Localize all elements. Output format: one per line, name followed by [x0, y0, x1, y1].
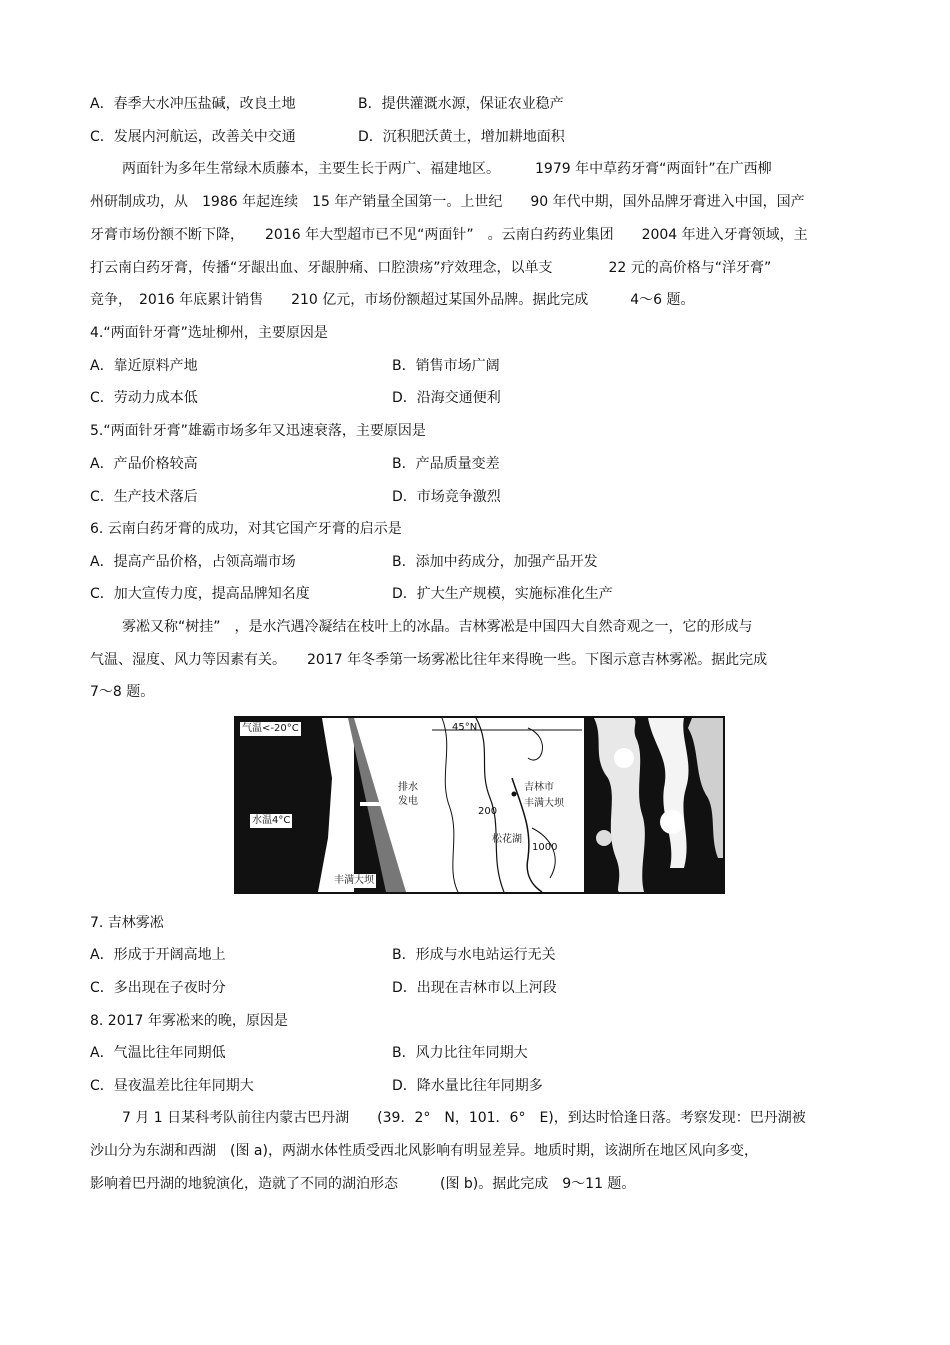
rime-photo: [584, 718, 723, 892]
dam-diagram-panel: [236, 718, 430, 892]
q4-option-a: A．靠近原料产地: [90, 358, 198, 374]
q6-option-a: A．提高产品价格，占领高端市场: [90, 554, 296, 570]
passage-2-line-1: 雾凇又称“树挂” ，是水汽遇冷凝结在枝叶上的冰晶。吉林雾凇是中国四大自然奇观之一，它的形成与: [122, 619, 753, 635]
question-4: 4.“两面针牙膏”选址柳州，主要原因是: [90, 325, 328, 341]
q5-option-b: B．产品质量变差: [392, 456, 500, 472]
air-temp-label: 气温<-20°C: [242, 723, 299, 734]
question-7: 7. 吉林雾凇: [90, 915, 164, 931]
q7-option-b: B．形成与水电站运行无关: [392, 947, 556, 963]
q3-option-c: C．发展内河航运，改善关中交通: [90, 129, 296, 145]
q8-option-a: A．气温比往年同期低: [90, 1045, 226, 1061]
passage-1-line-4: 打云南白药牙膏，传播“牙龈出血、牙龈肿痛、口腔溃疡”疗效理念，以单支 22 元的高价格与“洋牙膏”: [90, 260, 772, 276]
q3-option-b: B．提供灌溉水源，保证农业稳产: [358, 96, 564, 112]
question-5: 5.“两面针牙膏”雄霸市场多年又迅速衰落，主要原因是: [90, 423, 426, 439]
rime-figure: [234, 716, 725, 894]
map-panel: [432, 718, 582, 892]
q3-option-d: D．沉积肥沃黄土，增加耕地面积: [358, 129, 565, 145]
passage-1-line-1: 两面针为多年生常绿木质藤本，主要生长于两广、福建地区。 1979 年中草药牙膏“两面针”在广西柳: [122, 161, 772, 177]
passage-3-line-1: 7 月 1 日某科考队前往内蒙古巴丹湖 (39．2° N，101．6° E)，到达时恰逢日落。考察发现：巴丹湖被: [122, 1110, 806, 1126]
drain-label: 排水: [398, 782, 418, 793]
q6-option-c: C．加大宣传力度，提高品牌知名度: [90, 586, 310, 602]
q8-option-c: C．昼夜温差比往年同期大: [90, 1078, 254, 1094]
city-label: 吉林市: [524, 782, 554, 793]
lake-label: 松花湖: [492, 834, 522, 845]
dam-map-label: 丰满大坝: [524, 798, 564, 809]
q5-option-d: D．市场竞争激烈: [392, 489, 501, 505]
q7-option-c: C．多出现在子夜时分: [90, 980, 226, 996]
dam-label: 丰满大坝: [334, 875, 374, 886]
passage-3-line-2: 沙山分为东湖和西湖 (图 a)，两湖水体性质受西北风影响有明显差异。地质时期，该湖所在地区风向多变，: [90, 1143, 758, 1159]
passage-3-line-3: 影响着巴丹湖的地貌演化，造就了不同的湖泊形态 (图 b)。据此完成 9～11 题。: [90, 1176, 636, 1192]
passage-1-line-5: 竞争， 2016 年底累计销售 210 亿元，市场份额超过某国外品牌。据此完成 4～6 题。: [90, 292, 695, 308]
q3-option-a: A．春季大水冲压盐碱，改良土地: [90, 96, 296, 112]
q8-option-d: D．降水量比往年同期多: [392, 1078, 543, 1094]
q6-option-d: D．扩大生产规模，实施标准化生产: [392, 586, 613, 602]
question-6: 6. 云南白药牙膏的成功，对其它国产牙膏的启示是: [90, 521, 402, 537]
latitude-label: 45°N: [452, 722, 478, 733]
q5-option-a: A．产品价格较高: [90, 456, 198, 472]
contour-200-label: 200: [478, 806, 498, 817]
contour-1000-label: 1000: [532, 842, 558, 853]
passage-1-line-3: 牙膏市场份额不断下降， 2016 年大型超市已不见“两面针” 。云南白药药业集团 2004 年进入牙膏领域，主: [90, 227, 808, 243]
water-temp-label: 水温4°C: [252, 815, 291, 826]
passage-2-line-3: 7～8 题。: [90, 684, 155, 700]
q4-option-d: D．沿海交通便利: [392, 390, 501, 406]
q5-option-c: C．生产技术落后: [90, 489, 198, 505]
q4-option-c: C．劳动力成本低: [90, 390, 198, 406]
passage-2-line-2: 气温、湿度、风力等因素有关。 2017 年冬季第一场雾凇比往年来得晚一些。下图示意吉林雾凇。据此完成: [90, 652, 768, 668]
q6-option-b: B．添加中药成分，加强产品开发: [392, 554, 598, 570]
q8-option-b: B．风力比往年同期大: [392, 1045, 528, 1061]
q7-option-a: A．形成于开阔高地上: [90, 947, 226, 963]
power-label: 发电: [398, 796, 418, 807]
passage-1-line-2: 州研制成功，从 1986 年起连续 15 年产销量全国第一。上世纪 90 年代中期，国外品牌牙膏进入中国，国产: [90, 194, 805, 210]
rime-photo-panel: [584, 718, 723, 892]
q7-option-d: D．出现在吉林市以上河段: [392, 980, 557, 996]
question-8: 8. 2017 年雾凇来的晚，原因是: [90, 1013, 288, 1029]
q4-option-b: B．销售市场广阔: [392, 358, 500, 374]
